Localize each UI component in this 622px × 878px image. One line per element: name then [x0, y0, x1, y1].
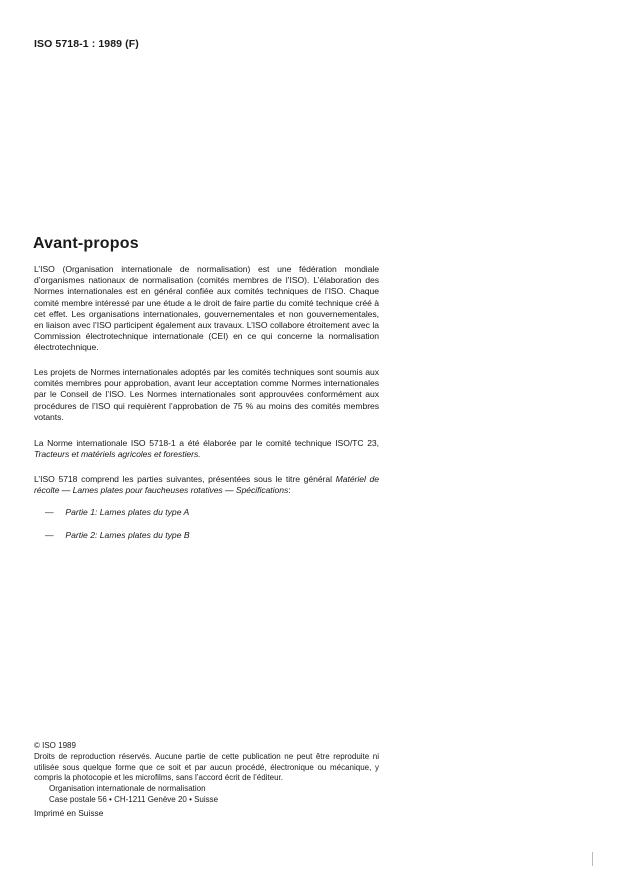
publisher-organisation: Organisation internationale de normalisation: [49, 784, 206, 793]
publisher-address: Case postale 56 • CH-1211 Genève 20 • Suisse: [49, 795, 219, 804]
page-title: Avant-propos: [33, 235, 139, 252]
list-item: [45, 530, 190, 540]
paragraph-draft-approval: Les projets de Normes internationales adoptés par les comités techniques sont soumis aux comités membres pour approbation, avant leur acceptation comme Normes internationales par le Conseil de l’ISO. Les Normes internationales sont approuvées conformément aux procédures de l’ISO qui requièrent l’approbation de 75 % au moins des comités membres votants.: [34, 367, 379, 422]
committee-text: La Norme internationale ISO 5718-1 a été élaborée par le comité technique ISO/TC 23,: [34, 438, 379, 448]
part-label: Partie 1: Lames plates du type A: [65, 507, 190, 517]
copyright-notice: © ISO 1989: [34, 741, 76, 750]
standard-reference: ISO 5718-1 : 1989 (F): [34, 38, 139, 50]
scan-edge-mark: [592, 852, 593, 866]
list-dash: —: [45, 507, 54, 517]
paragraph-iso-organisation: L’ISO (Organisation internationale de normalisation) est une fédération mondiale d’organismes nationaux de normalisation (comités membres de l’ISO). L’élaboration des Normes internationales est en général confiée aux comités techniques de l’ISO. Chaque comité membre intéressé par une étude a le droit de faire partie du comité technique créé à cet effet. Les organisations internationales, gouvernementales et non gouvernementales, en liaison avec l’ISO participent également aux travaux. L’ISO collabore étroitement avec la Commission électrotechnique internationale (CEI) en ce qui concerne la normalisation électrotechnique.: [34, 264, 379, 353]
parts-intro-text: L’ISO 5718 comprend les parties suivantes, présentées sous le titre général: [34, 474, 332, 484]
printed-in: Imprimé en Suisse: [34, 808, 104, 818]
part-label: Partie 2: Lames plates du type B: [65, 530, 190, 540]
list-item: [45, 507, 189, 517]
committee-title: Tracteurs et matériels agricoles et forestiers.: [34, 449, 201, 460]
list-dash: —: [45, 530, 54, 540]
parts-intro-end: :: [288, 485, 291, 496]
rights-statement: Droits de reproduction réservés. Aucune partie de cette publication ne peut être reproduite ni utilisée sous quelque forme que ce soit et par aucun procédé, électronique ou mécanique, y compris la photocopie et les microfilms, sans l’accord écrit de l’éditeur.: [34, 752, 379, 783]
general-title: Matériel de récolte — Lames plates pour faucheuses rotatives — Spécifications: [34, 474, 379, 496]
paragraph-technical-committee: [34, 438, 379, 460]
paragraph-parts-intro: [34, 474, 379, 496]
